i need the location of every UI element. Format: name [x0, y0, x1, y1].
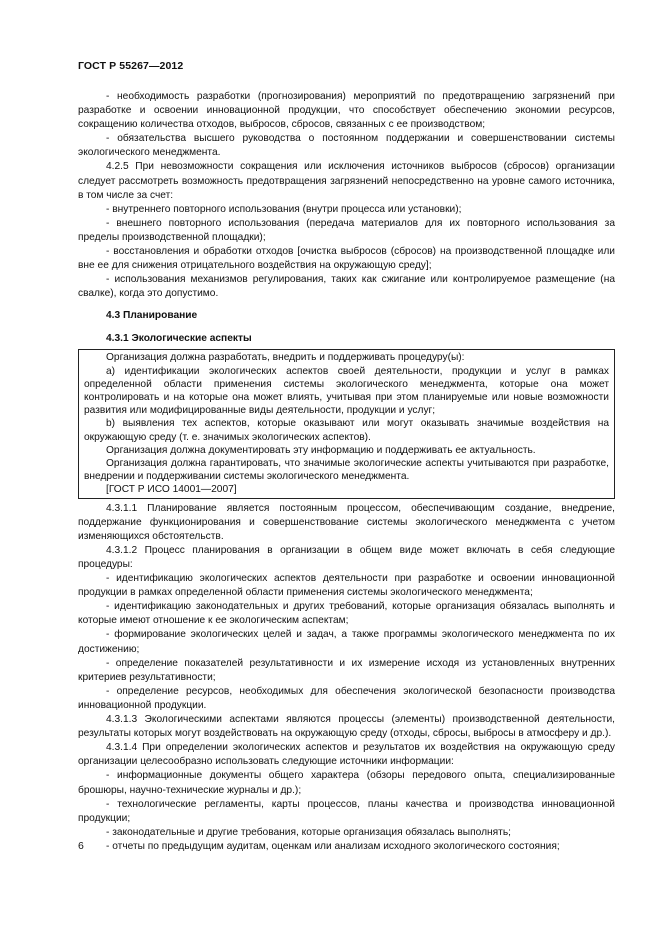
- page-number: 6: [78, 840, 84, 852]
- paragraph: - необходимость разработки (прогнозирования) мероприятий по предотвращению загрязнений при разработке и освоении инновационной продукции, что способствует обеспечению экономии ресурсов, сокращению количества отходов, выбросов, сбросов, связанных с ее производством;: [78, 91, 615, 131]
- paragraph: - обязательства высшего руководства о постоянном поддержании и совершенствовании системы экологического менеджмента.: [78, 133, 615, 159]
- paragraph: - законодательные и другие требования, которые организация обязалась выполнять;: [106, 826, 511, 838]
- paragraph: - технологические регламенты, карты процессов, планы качества и производства инновационной продукции;: [78, 798, 615, 824]
- quote-paragraph: а) идентификации экологических аспектов своей деятельности, продукции и услуг в рамках определенной области применения системы экологического менеджмента, которые она может контролировать и на которые она может влиять, учитывая при этом планируемые или новые возможности развития или модифицированные виды деятельности, продукции и услуг;: [84, 365, 609, 417]
- quote-paragraph: b) выявления тех аспектов, которые оказывают или могут оказывать значимые воздействия на окружающую среду (т. е. значимых экологических аспектов).: [84, 418, 609, 443]
- paragraph: 4.3.1.1 Планирование является постоянным процессом, обеспечивающим создание, внедрение, поддержание функционирования и совершенствование системы экологического менеджмента с учетом изменяющихся обстоятельств.: [78, 502, 615, 542]
- quote-paragraph: Организация должна разработать, внедрить и поддерживать процедуру(ы):: [106, 352, 465, 364]
- paragraph: - использования механизмов регулирования, таких как сжигание или контролируемое размещение (на свалке), когда это допустимо.: [78, 274, 615, 300]
- standard-header: ГОСТ Р 55267—2012: [78, 60, 184, 72]
- subsection-heading: 4.3.1 Экологические аспекты: [106, 333, 252, 345]
- document-body: [78, 90, 615, 854]
- paragraph: - восстановления и обработки отходов [очистка выбросов (сбросов) на производственной площадке или вне ее для снижения отрицательного воздействия на окружающую среду];: [78, 246, 615, 272]
- quote-paragraph: Организация должна гарантировать, что значимые экологические аспекты учитываются при разработке, внедрении и поддерживании системы экологического менеджмента.: [84, 458, 609, 483]
- paragraph: - идентификацию законодательных и других требований, которые организация обязалась выполнять и которые имеют отношение к ее экологическим аспектам;: [78, 601, 615, 627]
- paragraph: 4.3.1.3 Экологическими аспектами являются процессы (элементы) производственной деятельности, результаты которых могут воздействовать на окружающую среду (отходы, сбросы, выбросы в атмосферу и др.).: [78, 714, 615, 740]
- spacer: [78, 324, 615, 331]
- section-heading: 4.3 Планирование: [106, 310, 198, 322]
- paragraph: - внешнего повторного использования (передача материалов для их повторного использования за пределы производственной площадки);: [78, 217, 615, 243]
- paragraph: - внутреннего повторного использования (внутри процесса или установки);: [106, 203, 462, 215]
- paragraph: 4.3.1.4 При определении экологических аспектов и результатов их воздействия на окружающую среду организации целесообразно использовать следующие источники информации:: [78, 742, 615, 768]
- paragraph: - идентификацию экологических аспектов деятельности при разработке и освоении инновационной продукции в рамках определенной области применения системы экологического менеджмента;: [78, 573, 615, 599]
- paragraph: 4.2.5 При невозможности сокращения или исключения источников выбросов (сбросов) организации следует рассмотреть возможность предотвращения загрязнений непосредственно на уровне самого источника, в том числе за счет:: [78, 161, 615, 201]
- paragraph: - отчеты по предыдущим аудитам, оценкам или анализам исходного экологического состояния;: [106, 840, 560, 852]
- paragraph: - информационные документы общего характера (обзоры передового опыта, специализированные брошюры, научно-технические журналы и др.);: [78, 770, 615, 796]
- paragraph: - определение показателей результативности и их измерение исходя из установленных внутренних критериев результативности;: [78, 657, 615, 683]
- paragraph: - формирование экологических целей и задач, а также программы экологического менеджмента по их достижению;: [78, 629, 615, 655]
- paragraph: 4.3.1.2 Процесс планирования в организации в общем виде может включать в себя следующие процедуры:: [78, 544, 615, 571]
- quote-reference: [ГОСТ Р ИСО 14001—2007]: [106, 484, 237, 496]
- quote-paragraph: Организация должна документировать эту информацию и поддерживать ее актуальность.: [106, 444, 536, 456]
- spacer: [78, 301, 615, 308]
- standard-quote-box: [78, 349, 615, 498]
- paragraph: - определение ресурсов, необходимых для обеспечения экологической безопасности производства инновационной продукции.: [78, 685, 615, 711]
